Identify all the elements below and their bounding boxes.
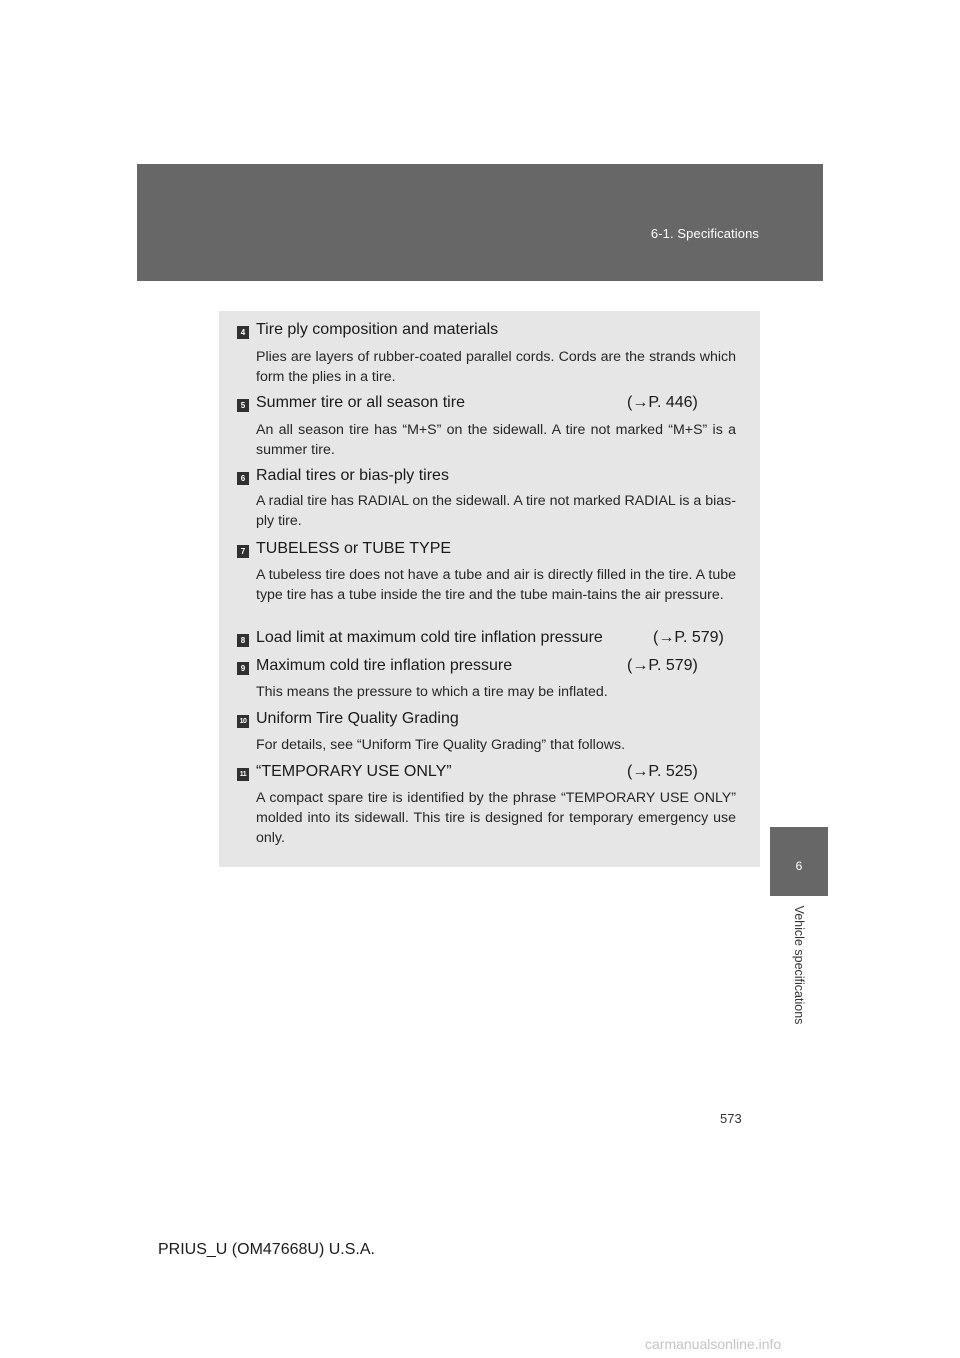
page-number: 573: [720, 1111, 742, 1126]
item-number-badge: 5: [237, 399, 249, 412]
item-body: Plies are layers of rubber-coated parallel cords. Cords are the strands which form the plies in a tire.: [256, 349, 736, 385]
item-title: Uniform Tire Quality Grading: [256, 710, 459, 727]
item-body: A compact spare tire is identified by the phrase “TEMPORARY USE ONLY” molded into its sidewall. This tire is designed for temporary emergency use only.: [256, 790, 736, 846]
item-number-badge: 11: [237, 768, 249, 781]
page-reference-link[interactable]: (→P. 446): [627, 394, 698, 411]
section-title: 6-1. Specifications: [650, 226, 759, 241]
header-band: [137, 164, 823, 281]
item-number-badge: 6: [237, 472, 249, 485]
item-title: Load limit at maximum cold tire inflation pressure: [256, 629, 603, 646]
page-reference-link[interactable]: (→P. 579): [653, 629, 724, 646]
chapter-label: Vehicle specifications: [792, 905, 806, 1025]
item-title: TUBELESS or TUBE TYPE: [256, 540, 452, 557]
item-body: An all season tire has “M+S” on the sidewall. A tire not marked “M+S” is a summer tire.: [256, 422, 736, 458]
item-title: Tire ply composition and materials: [256, 321, 499, 338]
item-number-badge: 7: [237, 545, 249, 558]
item-title: Summer tire or all season tire: [256, 394, 465, 411]
watermark: carmanualsonline.info: [645, 1336, 782, 1352]
item-number-badge: 8: [237, 634, 249, 647]
page-reference-link[interactable]: (→P. 579): [627, 657, 698, 674]
item-title: “TEMPORARY USE ONLY”: [256, 763, 452, 780]
item-title: Maximum cold tire inflation pressure: [256, 657, 513, 674]
item-number-badge: 9: [237, 662, 249, 675]
item-body: For details, see “Uniform Tire Quality Grading” that follows.: [256, 737, 626, 753]
item-body: A radial tire has RADIAL on the sidewall. A tire not marked RADIAL is a bias-ply tire.: [256, 493, 736, 529]
item-title: Radial tires or bias-ply tires: [256, 467, 449, 484]
item-number-badge: 10: [237, 715, 249, 728]
page-reference-link[interactable]: (→P. 525): [627, 763, 698, 780]
item-number-badge: 4: [237, 326, 249, 339]
tire-info-panel: [219, 311, 760, 867]
chapter-number: 6: [795, 859, 803, 873]
manual-model-id: PRIUS_U (OM47668U) U.S.A.: [158, 1241, 375, 1258]
item-body: This means the pressure to which a tire may be inflated.: [256, 684, 608, 700]
item-body: A tubeless tire does not have a tube and air is directly filled in the tire. A tube type tire has a tube inside the tire and the tube main-tains the air pressure.: [256, 567, 736, 603]
chapter-tab[interactable]: [770, 827, 828, 896]
